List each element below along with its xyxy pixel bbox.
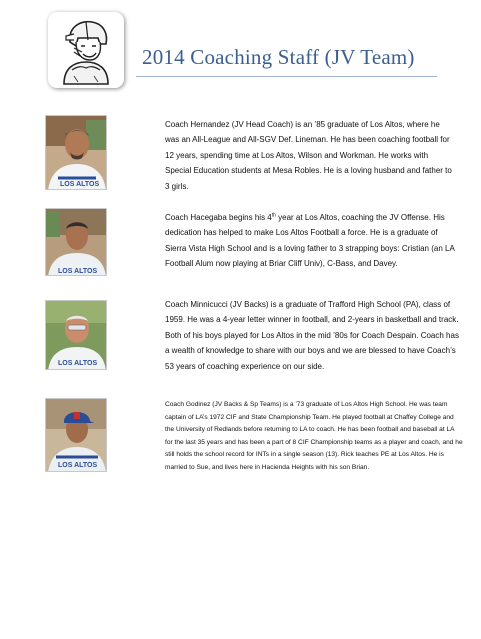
- coach-hernandez-bio: Coach Hernandez (JV Head Coach) is an ’85 graduate of Los Altos, where he was an All-League and All-SGV Def. Lineman. He has been coaching football for 12 years, spending time at Los Altos, Wilson and Workman. He works with Special Education students at Mesa Robles. He is a loving husband and father to 3 girls.: [165, 120, 452, 191]
- coach-photo-icon: [46, 209, 107, 276]
- coach-godinez-bio: Coach Godinez (JV Backs & Sp Teams) is a ’73 graduate of Los Altos High School. He was team captain of LA’s 1972 CIF and State Championship Team. He played football at Chaffey College and the University of Redlands before returning to LA to coach. He has been football and baseball at LA for the last 35 years and has been a part of 8 CIF Championship teams as a player and coach, and he still holds the school record for INTs in a single season (13). Rick teaches PE at Los Altos. He is married to Sue, and lives here in Hacienda Heights with his son Brian.: [165, 401, 463, 471]
- title-underline: [136, 76, 437, 77]
- coach-hacegaba-bio: Coach Hacegaba begins his 4th year at Los Altos, coaching the JV Offense. His dedication has helped to make Los Altos Football a force. He is a graduate of Sierra Vista High School and is a loving father to 3 strapping boys: Cristian (an LA Football Alum now playing at Briar Cliff Univ), C-Bass, and Davey.: [165, 212, 455, 269]
- coach-photo-icon: [46, 116, 107, 190]
- school-logo: [48, 12, 124, 88]
- football-player-mascot-icon: [48, 12, 124, 88]
- coach-minnicucci-photo: [45, 300, 107, 370]
- shirt-text: LOS ALTOS: [58, 268, 98, 275]
- shirt-text: LOS ALTOS: [58, 462, 98, 469]
- coach-hernandez-photo: [45, 115, 107, 190]
- shirt-text: LOS ALTOS: [58, 360, 98, 367]
- coach-hacegaba-photo: [45, 208, 107, 276]
- shirt-text: LOS ALTOS: [60, 181, 100, 188]
- coach-photo-icon: [46, 301, 107, 370]
- page-title: 2014 Coaching Staff (JV Team): [142, 45, 415, 69]
- coach-photo-icon: [46, 399, 107, 472]
- coach-minnicucci-bio: Coach Minnicucci (JV Backs) is a graduate of Trafford High School (PA), class of 1959. He was a 4-year letter winner in football, and 2-years in basketball and track. Both of his boys played for Los Altos in the mid ’80s for Coach Despain. Coach has a wealth of knowledge to share with our boys and we are blessed to have Coach’s 53 years of coaching experience on our side.: [165, 300, 459, 371]
- coach-godinez-photo: [45, 398, 107, 472]
